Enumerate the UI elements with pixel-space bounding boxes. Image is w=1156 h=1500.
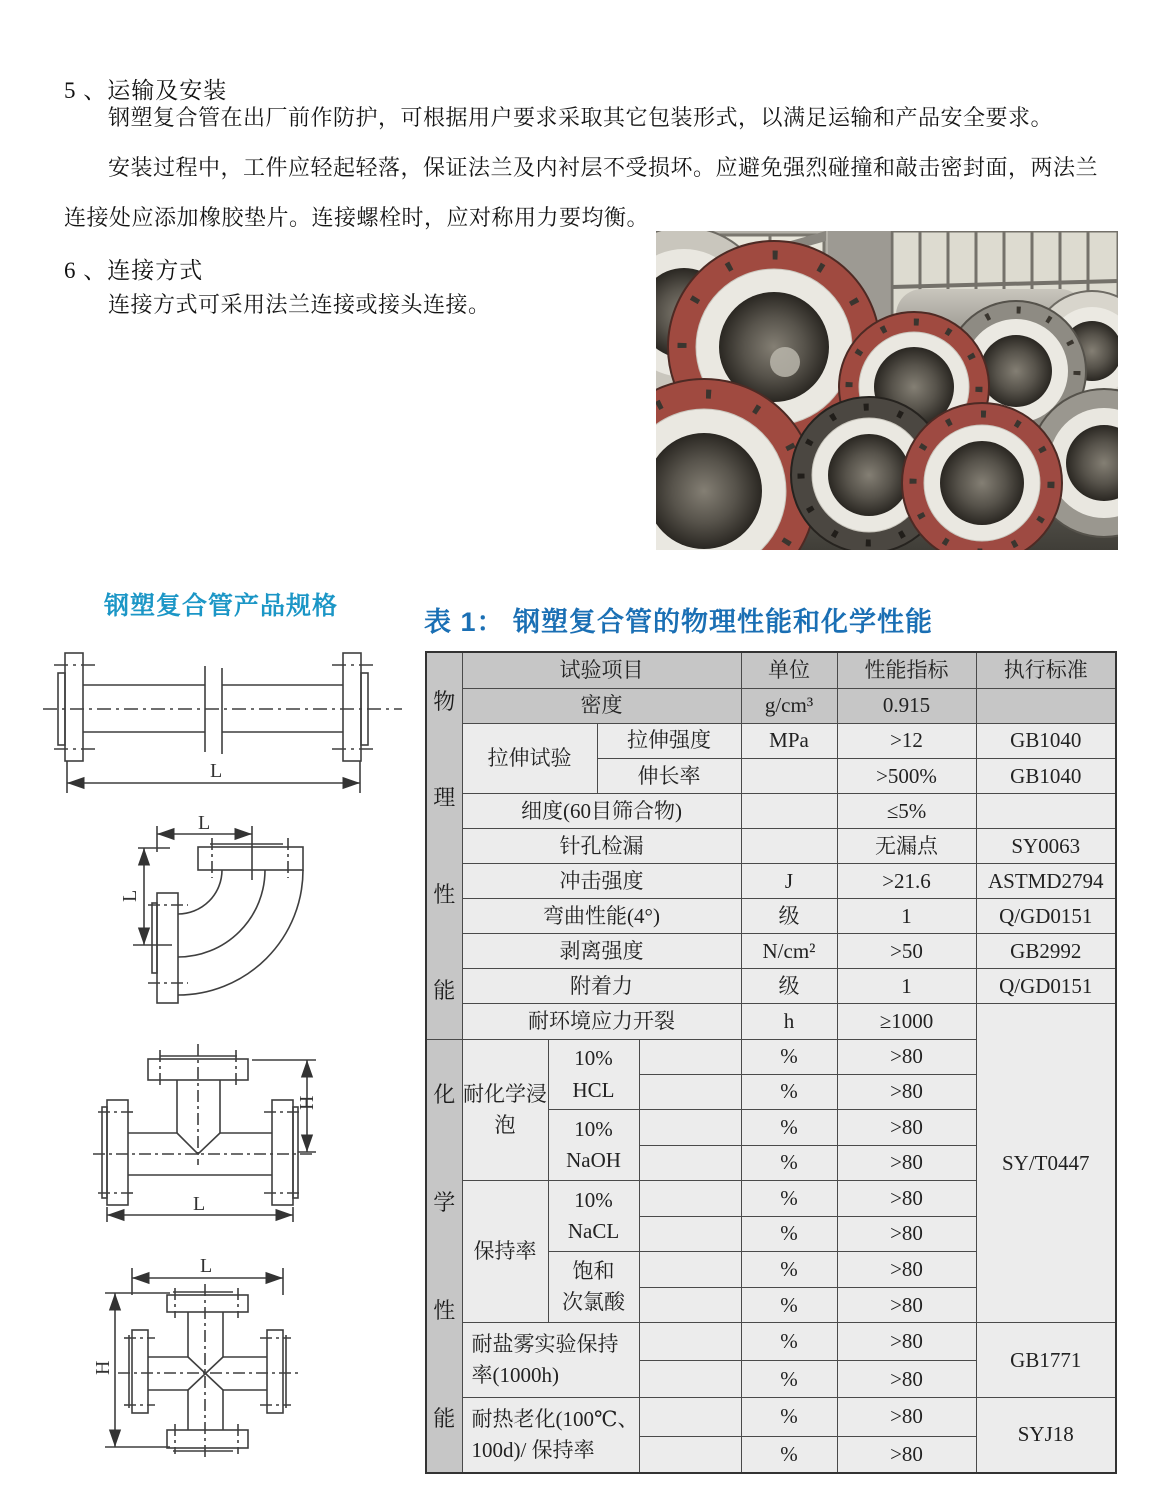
left-flange (129, 1330, 148, 1413)
cell-chem-index: >80 (837, 1252, 976, 1288)
cell-tensile-strength-name: 拉伸强度 (597, 723, 741, 759)
heat-aging-line: 100d)/ 保持率 (471, 1438, 595, 1463)
cell-adhesion-name: 附着力 (462, 969, 741, 1004)
straight-pipe-length-label: L (210, 760, 223, 782)
tee-height-label: H (296, 1095, 318, 1110)
drawing-cross (60, 1240, 395, 1485)
agent-line: 10% (574, 1116, 613, 1141)
right-flange (343, 653, 368, 761)
cell-salt-fog-standard: GB1771 (976, 1323, 1116, 1398)
row-fineness (426, 794, 1116, 829)
cell-chem-index: >80 (837, 1075, 976, 1110)
cell-gap (639, 1110, 741, 1146)
group-physical-char: 性 (433, 881, 456, 907)
cell-density-index: 0.915 (837, 688, 976, 723)
table1-title: 表 1： 钢塑复合管的物理性能和化学性能 (424, 607, 934, 637)
agent-line: 饱和 (572, 1258, 615, 1283)
cell-peel-index: >50 (837, 934, 976, 969)
agent-line: 次氯酸 (562, 1290, 625, 1315)
center-lines (93, 1044, 315, 1193)
cell-heat-aging-unit: % (741, 1398, 837, 1436)
cell-bending-index: 1 (837, 899, 976, 934)
cell-pinhole-index: 无漏点 (837, 829, 976, 864)
group-physical (426, 652, 462, 1040)
cell-salt-fog-unit: % (741, 1323, 837, 1361)
header-standard: 执行标准 (976, 652, 1116, 688)
cell-salt-fog-unit: % (741, 1361, 837, 1398)
cell-bending-standard: Q/GD0151 (976, 899, 1116, 934)
agent-line: 10% (574, 1046, 613, 1070)
cell-gap (639, 1398, 741, 1436)
left-flange (102, 1100, 128, 1205)
cell-impact-unit: J (741, 864, 837, 899)
tee-body (128, 1080, 272, 1175)
cell-esc-index: ≥1000 (837, 1004, 976, 1040)
heat-aging-line: 耐热老化(100℃、 (471, 1406, 639, 1431)
bottom-flange (167, 1430, 248, 1451)
elbow-arcs (178, 870, 303, 995)
section6-paragraph-1: 连接方式可采用法兰连接或接头连接。 (108, 292, 491, 317)
cell-pinhole-standard: SY0063 (976, 829, 1116, 864)
elbow-top-length-label: L (198, 812, 211, 834)
cell-bending-unit: 级 (741, 899, 837, 934)
agent-line: NaOH (566, 1148, 621, 1173)
cell-gap (639, 1181, 741, 1217)
cell-pinhole-name: 针孔检漏 (462, 829, 741, 864)
cell-peel-standard: GB2992 (976, 934, 1116, 969)
section5-paragraph-2: 安装过程中，工件应轻起轻落，保证法兰及内衬层不受损坏。应避免强烈碰撞和敲击密封面，两法兰连接处应添加橡胶垫片。连接螺栓时，应对称用力要均衡。 (64, 155, 1099, 230)
group-physical-char: 物 (433, 688, 456, 714)
dimension-H (105, 1293, 170, 1447)
section5-paragraph-1: 钢塑复合管在出厂前作防护，可根据用户要求采取其它包装形式，以满足运输和产品安全要求。 (108, 105, 1054, 130)
cell-gap (639, 1075, 741, 1110)
cell-chem-unit: % (741, 1075, 837, 1110)
section6-heading: 6 、连接方式 (64, 258, 204, 283)
cell-chem-index: >80 (837, 1146, 976, 1181)
cell-bending-name: 弯曲性能(4°) (462, 899, 741, 934)
cell-immersion-label: 耐化学浸泡 (462, 1040, 548, 1181)
row-impact (426, 864, 1116, 899)
cell-chem-index: >80 (837, 1217, 976, 1252)
agent-line: 10% (574, 1187, 613, 1212)
cell-fineness-name: 细度(60目筛合物) (462, 794, 741, 829)
cell-heat-aging-unit: % (741, 1436, 837, 1473)
cell-agent-hypochlorite (548, 1252, 639, 1323)
group-chemical-char: 学 (433, 1189, 456, 1215)
cell-adhesion-standard: Q/GD0151 (976, 969, 1116, 1004)
row-salt-fog-1 (426, 1323, 1116, 1361)
cell-chem-unit: % (741, 1181, 837, 1217)
cell-fineness-index: ≤5% (837, 794, 976, 829)
cell-esc-name: 耐环境应力开裂 (462, 1004, 741, 1040)
cell-retention-label: 保持率 (462, 1181, 548, 1323)
cross-height-label: H (92, 1360, 114, 1375)
section5-heading: 5 、运输及安装 (64, 78, 228, 103)
top-flange (167, 1292, 248, 1312)
header-item: 试验项目 (462, 652, 741, 688)
left-flange (58, 653, 83, 761)
cell-gap (639, 1436, 741, 1473)
row-tensile-strength (426, 723, 1116, 759)
cell-impact-standard: ASTMD2794 (976, 864, 1116, 899)
cell-impact-index: >21.6 (837, 864, 976, 899)
table-header-row (426, 652, 1116, 688)
cell-chem-unit: % (741, 1146, 837, 1181)
cell-gap (639, 1040, 741, 1075)
product-photo (656, 231, 1118, 550)
row-density (426, 688, 1116, 723)
cell-gap (639, 1288, 741, 1323)
group-chemical-char: 性 (433, 1297, 456, 1323)
cell-chemical-standard: SY/T0447 (976, 1004, 1116, 1323)
group-physical-char: 能 (433, 978, 456, 1004)
cell-gap (639, 1146, 741, 1181)
tee-length-label: L (193, 1193, 206, 1215)
side-flange (152, 893, 178, 1003)
cell-chem-index: >80 (837, 1181, 976, 1217)
cell-chem-unit: % (741, 1040, 837, 1075)
cell-gap (639, 1361, 741, 1398)
cell-chem-unit: % (741, 1110, 837, 1146)
elbow-side-length-label: L (119, 889, 141, 902)
cell-gap (639, 1217, 741, 1252)
group-chemical (426, 1040, 462, 1474)
header-unit: 单位 (741, 652, 837, 688)
cross-length-label: L (200, 1255, 213, 1277)
properties-table (425, 651, 1117, 1474)
cell-elongation-standard: GB1040 (976, 759, 1116, 794)
cell-elongation-index: >500% (837, 759, 976, 794)
cell-density-name: 密度 (462, 688, 741, 723)
group-chemical-char: 化 (433, 1081, 456, 1107)
pipe-end-bottom-right (902, 403, 1062, 550)
cell-agent-hcl (548, 1040, 639, 1110)
row-esc (426, 1004, 1116, 1040)
row-bending (426, 899, 1116, 934)
cell-fineness-unit (741, 794, 837, 829)
cell-salt-fog-index: >80 (837, 1361, 976, 1398)
cell-elongation-name: 伸长率 (597, 759, 741, 794)
cell-tensile-strength-index: >12 (837, 723, 976, 759)
cell-chem-index: >80 (837, 1040, 976, 1075)
cell-density-unit: g/cm³ (741, 688, 837, 723)
cell-agent-naoh (548, 1110, 639, 1181)
cross-body (148, 1312, 267, 1430)
cell-fineness-standard (976, 794, 1116, 829)
cell-gap (639, 1323, 741, 1361)
cell-chem-unit: % (741, 1288, 837, 1323)
spec-section-heading: 钢塑复合管产品规格 (104, 592, 339, 620)
cell-heat-aging-index: >80 (837, 1398, 976, 1436)
cell-tensile-strength-unit: MPa (741, 723, 837, 759)
salt-fog-line: 耐盐雾实验保持 (471, 1331, 619, 1356)
cell-heat-aging-standard: SYJ18 (976, 1398, 1116, 1473)
cell-chem-unit: % (741, 1252, 837, 1288)
row-pinhole (426, 829, 1116, 864)
cell-salt-fog-name (462, 1323, 639, 1398)
cell-agent-nacl (548, 1181, 639, 1252)
cell-gap (639, 1252, 741, 1288)
bolt-center-lines (148, 838, 288, 983)
row-heat-aging-1 (426, 1398, 1116, 1436)
salt-fog-line: 率(1000h) (471, 1363, 559, 1388)
cell-adhesion-unit: 级 (741, 969, 837, 1004)
drawing-straight-pipe (40, 635, 405, 795)
right-flange (267, 1330, 286, 1413)
cell-impact-name: 冲击强度 (462, 864, 741, 899)
row-peel (426, 934, 1116, 969)
cell-adhesion-index: 1 (837, 969, 976, 1004)
cell-chem-index: >80 (837, 1110, 976, 1146)
pipe-body (83, 666, 343, 754)
right-flange (272, 1100, 298, 1205)
dimension-L-top (157, 826, 252, 880)
cell-chem-unit: % (741, 1217, 837, 1252)
agent-line: HCL (572, 1077, 615, 1102)
cell-heat-aging-index: >80 (837, 1436, 976, 1473)
cell-peel-unit: N/cm² (741, 934, 837, 969)
cell-pinhole-unit (741, 829, 837, 864)
row-adhesion (426, 969, 1116, 1004)
header-index: 性能指标 (837, 652, 976, 688)
drawing-elbow (60, 810, 390, 1017)
cell-density-standard (976, 688, 1116, 723)
drawing-tee (60, 1030, 390, 1235)
cell-tensile-name: 拉伸试验 (462, 723, 597, 794)
cell-esc-unit: h (741, 1004, 837, 1040)
cell-salt-fog-index: >80 (837, 1323, 976, 1361)
group-chemical-char: 能 (433, 1405, 456, 1431)
agent-line: NaCL (567, 1219, 620, 1244)
cell-tensile-strength-standard: GB1040 (976, 723, 1116, 759)
cell-heat-aging-name (462, 1398, 639, 1473)
group-physical-char: 理 (433, 785, 456, 811)
cell-chem-index: >80 (837, 1288, 976, 1323)
cell-peel-name: 剥离强度 (462, 934, 741, 969)
cell-elongation-unit (741, 759, 837, 794)
